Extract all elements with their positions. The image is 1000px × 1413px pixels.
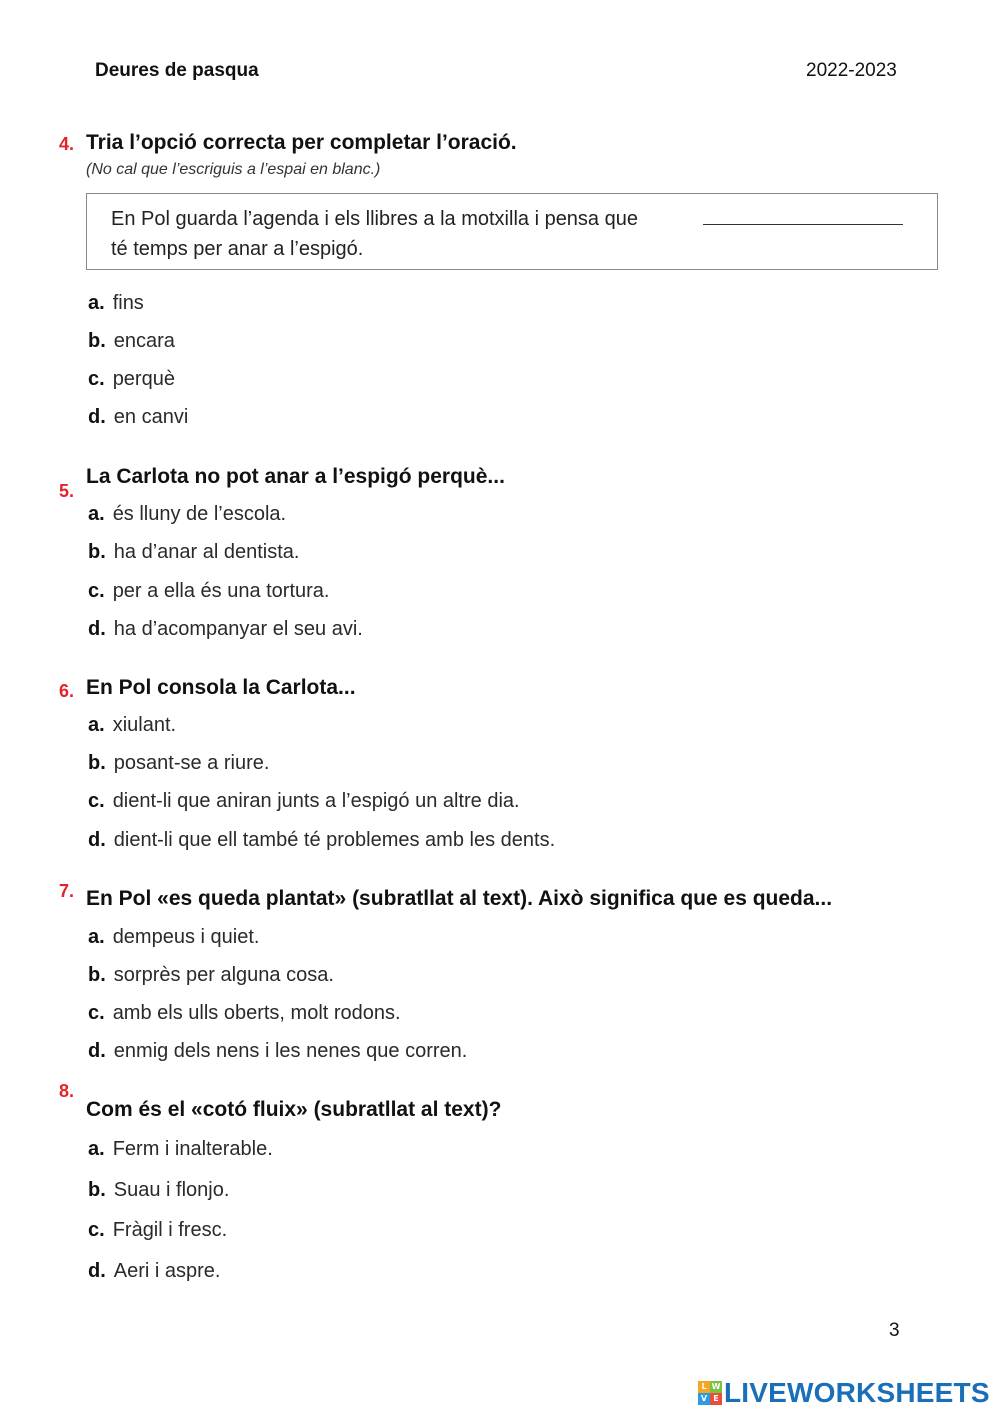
sentence-box	[86, 193, 938, 270]
option-letter: b.	[88, 1179, 106, 1201]
option-text: Fràgil i fresc.	[112, 1219, 228, 1241]
option-letter: a.	[88, 292, 105, 314]
option-text: perquè	[112, 368, 175, 390]
option-text: xiulant.	[112, 714, 177, 736]
answer-option[interactable]	[88, 926, 259, 949]
answer-option[interactable]	[88, 752, 269, 775]
answer-option[interactable]	[88, 406, 188, 429]
option-text: dient-li que aniran junts a l’espigó un altre dia.	[112, 790, 520, 812]
answer-option[interactable]	[88, 503, 286, 526]
answer-option[interactable]	[88, 964, 334, 987]
answer-option[interactable]	[88, 292, 144, 315]
option-letter: a.	[88, 926, 105, 948]
question-text: En Pol consola la Carlota...	[86, 676, 356, 699]
option-letter: a.	[88, 714, 105, 736]
answer-option[interactable]	[88, 618, 363, 641]
logo-letter: L	[698, 1381, 710, 1393]
option-letter: b.	[88, 330, 106, 352]
option-letter: d.	[88, 618, 106, 640]
sentence-line: té temps per anar a l’espigó.	[111, 238, 364, 260]
school-year: 2022-2023	[806, 60, 897, 81]
question-note: (No cal que l’escriguis a l’espai en blanc.)	[86, 161, 381, 178]
option-text: en canvi	[113, 406, 189, 428]
option-letter: a.	[88, 503, 105, 525]
question-number: 5.	[59, 481, 75, 501]
option-text: posant-se a riure.	[113, 752, 270, 774]
option-text: per a ella és una tortura.	[112, 580, 330, 602]
answer-option[interactable]	[88, 1219, 227, 1242]
option-letter: d.	[88, 406, 106, 428]
question-text: La Carlota no pot anar a l’espigó perquè...	[86, 465, 505, 488]
answer-option[interactable]	[88, 829, 555, 852]
option-letter: c.	[88, 368, 105, 390]
option-letter: c.	[88, 1002, 105, 1024]
option-text: encara	[113, 330, 175, 352]
sentence-line: En Pol guarda l’agenda i els llibres a la motxilla i pensa que	[111, 208, 638, 230]
question-text: En Pol «es queda plantat» (subratllat al text). Això significa que es queda...	[86, 887, 833, 910]
document-title: Deures de pasqua	[95, 60, 259, 81]
answer-option[interactable]	[88, 1179, 229, 1202]
option-text: ha d’acompanyar el seu avi.	[113, 618, 363, 640]
option-letter: d.	[88, 1260, 106, 1282]
answer-option[interactable]	[88, 1260, 221, 1283]
liveworksheets-brand[interactable]	[698, 1376, 990, 1410]
question-number: 4.	[59, 134, 75, 154]
answer-option[interactable]	[88, 1138, 273, 1161]
answer-option[interactable]	[88, 1040, 467, 1063]
answer-option[interactable]	[88, 330, 175, 353]
option-text: és lluny de l’escola.	[112, 503, 287, 525]
logo-letter: E	[710, 1393, 722, 1405]
answer-option[interactable]	[88, 714, 176, 737]
option-text: Suau i flonjo.	[113, 1179, 230, 1201]
logo-letter: V	[698, 1393, 710, 1405]
question-text: Tria l’opció correcta per completar l’oració.	[86, 131, 517, 154]
option-letter: b.	[88, 964, 106, 986]
option-letter: c.	[88, 790, 105, 812]
answer-option[interactable]	[88, 541, 299, 564]
liveworksheets-logo-icon	[698, 1381, 722, 1405]
option-letter: b.	[88, 752, 106, 774]
question-text: Com és el «cotó fluix» (subratllat al text)?	[86, 1098, 502, 1121]
option-text: dempeus i quiet.	[112, 926, 260, 948]
blank-line[interactable]	[703, 224, 903, 225]
logo-letter: W	[711, 1382, 721, 1391]
option-letter: c.	[88, 1219, 105, 1241]
option-text: sorprès per alguna cosa.	[113, 964, 334, 986]
page-number: 3	[889, 1320, 900, 1341]
question-number: 8.	[59, 1081, 75, 1101]
option-text: fins	[112, 292, 144, 314]
answer-option[interactable]	[88, 1002, 401, 1025]
option-text: ha d’anar al dentista.	[113, 541, 300, 563]
option-text: amb els ulls oberts, molt rodons.	[112, 1002, 401, 1024]
question-number: 7.	[59, 881, 75, 901]
answer-option[interactable]	[88, 368, 175, 391]
answer-option[interactable]	[88, 580, 329, 603]
option-letter: b.	[88, 541, 106, 563]
answer-option[interactable]	[88, 790, 520, 813]
option-letter: d.	[88, 829, 106, 851]
option-text: dient-li que ell també té problemes amb les dents.	[113, 829, 556, 851]
option-text: Aeri i aspre.	[113, 1260, 221, 1282]
brand-name: LIVEWORKSHEETS	[724, 1377, 990, 1408]
option-letter: d.	[88, 1040, 106, 1062]
option-letter: c.	[88, 580, 105, 602]
option-text: enmig dels nens i les nenes que corren.	[113, 1040, 468, 1062]
option-letter: a.	[88, 1138, 105, 1160]
question-number: 6.	[59, 681, 75, 701]
option-text: Ferm i inalterable.	[112, 1138, 273, 1160]
